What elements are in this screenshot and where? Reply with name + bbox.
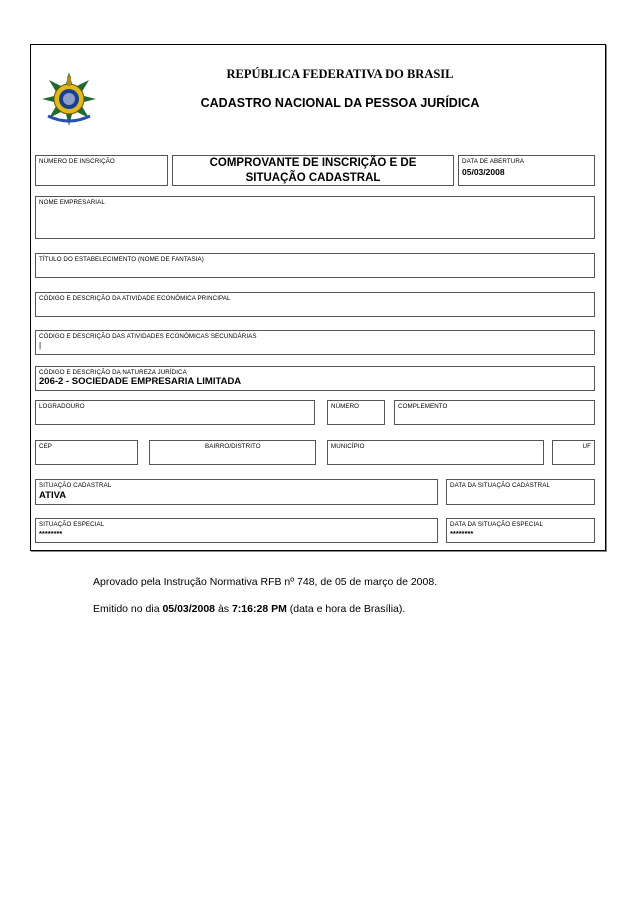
titulo-estabelecimento-label: TÍTULO DO ESTABELECIMENTO (NOME DE FANTASIA) bbox=[39, 256, 204, 263]
data-situacao-especial-value: ******** bbox=[450, 529, 474, 538]
emitted-mid: às bbox=[215, 603, 232, 615]
titulo-estabelecimento-box bbox=[35, 253, 595, 278]
municipio-label: MUNICÍPIO bbox=[331, 443, 365, 450]
bairro-box bbox=[149, 440, 316, 465]
data-situacao-especial-box bbox=[446, 518, 595, 543]
logradouro-label: LOGRADOURO bbox=[39, 403, 85, 410]
cep-box bbox=[35, 440, 138, 465]
numero-box bbox=[327, 400, 385, 425]
emitted-suffix: (data e hora de Brasília). bbox=[286, 603, 406, 615]
situacao-cadastral-box bbox=[35, 479, 438, 505]
emitted-date: 05/03/2008 bbox=[162, 603, 216, 615]
cep-label: CEP bbox=[39, 443, 53, 450]
atividade-principal-box bbox=[35, 292, 595, 317]
uf-box bbox=[552, 440, 595, 465]
municipio-box bbox=[327, 440, 544, 465]
natureza-juridica-value: 206-2 - SOCIEDADE EMPRESARIA LIMITADA bbox=[39, 376, 242, 387]
emitted-time: 7:16:28 PM bbox=[231, 603, 287, 615]
nome-empresarial-label: NOME EMPRESARIAL bbox=[39, 199, 105, 206]
atividades-secundarias-value: | bbox=[39, 341, 42, 350]
atividades-secundarias-label: CÓDIGO E DESCRIÇÃO DAS ATIVIDADES ECONÔMICAS SECUNDÁRIAS bbox=[39, 333, 257, 340]
natureza-juridica-label: CÓDIGO E DESCRIÇÃO DA NATUREZA JURÍDICA bbox=[39, 369, 187, 376]
logradouro-box bbox=[35, 400, 315, 425]
situacao-especial-label: SITUAÇÃO ESPECIAL bbox=[39, 521, 105, 528]
numero-inscricao-box bbox=[35, 155, 168, 186]
data-abertura-box bbox=[458, 155, 595, 186]
data-situacao-label: DATA DA SITUAÇÃO CADASTRAL bbox=[450, 482, 551, 489]
emitted-prefix: Emitido no dia bbox=[93, 603, 163, 615]
complemento-box bbox=[394, 400, 595, 425]
situacao-especial-value: ******** bbox=[39, 529, 63, 538]
atividades-secundarias-box bbox=[35, 330, 595, 355]
numero-inscricao-label: NÚMERO DE INSCRIÇÃO bbox=[39, 158, 115, 165]
emitted-text bbox=[93, 603, 405, 615]
atividade-principal-label: CÓDIGO E DESCRIÇÃO DA ATIVIDADE ECONÔMICA PRINCIPAL bbox=[39, 295, 231, 302]
approval-text: Aprovado pela Instrução Normativa RFB nº 748, de 05 de março de 2008. bbox=[93, 576, 438, 588]
situacao-especial-box bbox=[35, 518, 438, 543]
complemento-label: COMPLEMENTO bbox=[398, 403, 448, 410]
situacao-cadastral-label: SITUAÇÃO CADASTRAL bbox=[39, 482, 112, 489]
numero-label: NÚMERO bbox=[331, 403, 360, 410]
header-cnpj: CADASTRO NACIONAL DA PESSOA JURÍDICA bbox=[200, 96, 480, 110]
comprovante-title: COMPROVANTE DE INSCRIÇÃO E DE SITUAÇÃO CADASTRAL bbox=[209, 157, 417, 184]
header-republic: REPÚBLICA FEDERATIVA DO BRASIL bbox=[226, 67, 454, 81]
nome-empresarial-box bbox=[35, 196, 595, 239]
data-abertura-label: DATA DE ABERTURA bbox=[462, 158, 525, 165]
bairro-label: BAIRRO/DISTRITO bbox=[205, 443, 261, 450]
uf-label: UF bbox=[582, 443, 591, 450]
data-situacao-box bbox=[446, 479, 595, 505]
natureza-juridica-box bbox=[35, 366, 595, 391]
data-situacao-especial-label: DATA DA SITUAÇÃO ESPECIAL bbox=[450, 521, 544, 528]
comprovante-title-box bbox=[172, 155, 454, 186]
situacao-cadastral-value: ATIVA bbox=[39, 490, 67, 501]
data-abertura-value: 05/03/2008 bbox=[462, 167, 505, 177]
